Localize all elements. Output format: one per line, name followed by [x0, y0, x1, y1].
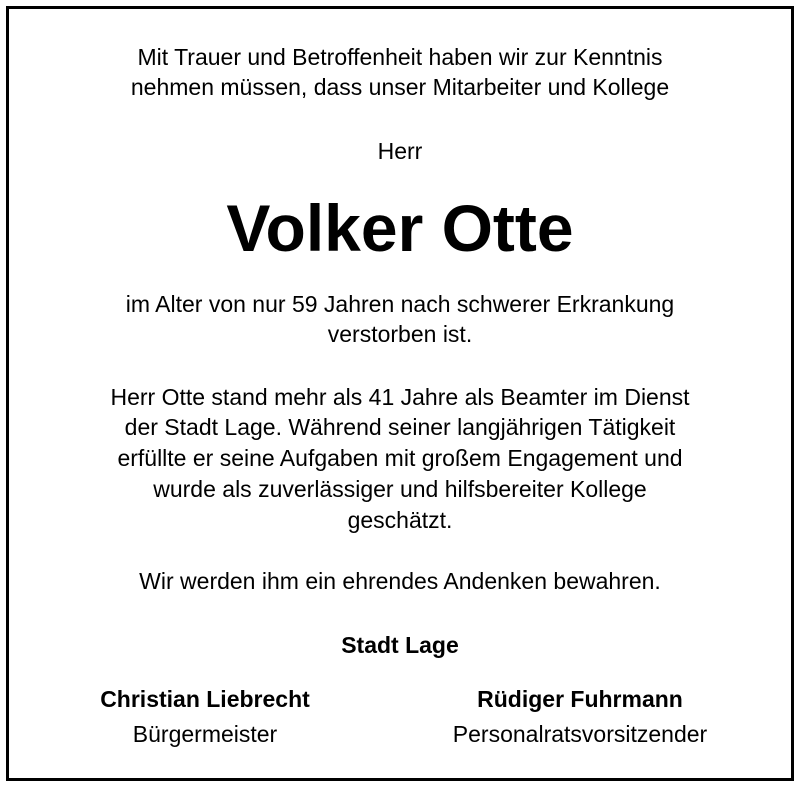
service-line-2: der Stadt Lage. Während seiner langjährigen Tätigkeit	[124, 414, 676, 440]
signatory-2-title: Personalratsvorsitzender	[452, 721, 708, 747]
service-line-3: erfüllte er seine Aufgaben mit großem Engagement und	[117, 445, 683, 471]
service-line-5: geschätzt.	[347, 507, 453, 533]
age-line-2: verstorben ist.	[327, 321, 473, 347]
service-line-4: wurde als zuverlässiger und hilfsbereiter Kollege	[153, 476, 647, 502]
intro-line-2: nehmen müssen, dass unser Mitarbeiter und Kollege	[130, 74, 670, 100]
signatory-2-name: Rüdiger Fuhrmann	[477, 686, 683, 712]
salutation: Herr	[377, 138, 423, 164]
closing-line: Wir werden ihm ein ehrendes Andenken bewahren.	[139, 568, 661, 594]
signatory-1-name: Christian Liebrecht	[100, 686, 310, 712]
signatory-1-title: Bürgermeister	[132, 721, 278, 747]
deceased-name: Volker Otte	[226, 191, 574, 265]
age-line-1: im Alter von nur 59 Jahren nach schwerer Erkrankung	[125, 291, 675, 317]
intro-line-1: Mit Trauer und Betroffenheit haben wir zur Kenntnis	[137, 44, 663, 70]
organization-name: Stadt Lage	[341, 632, 459, 658]
service-line-1: Herr Otte stand mehr als 41 Jahre als Beamter im Dienst	[110, 384, 690, 410]
